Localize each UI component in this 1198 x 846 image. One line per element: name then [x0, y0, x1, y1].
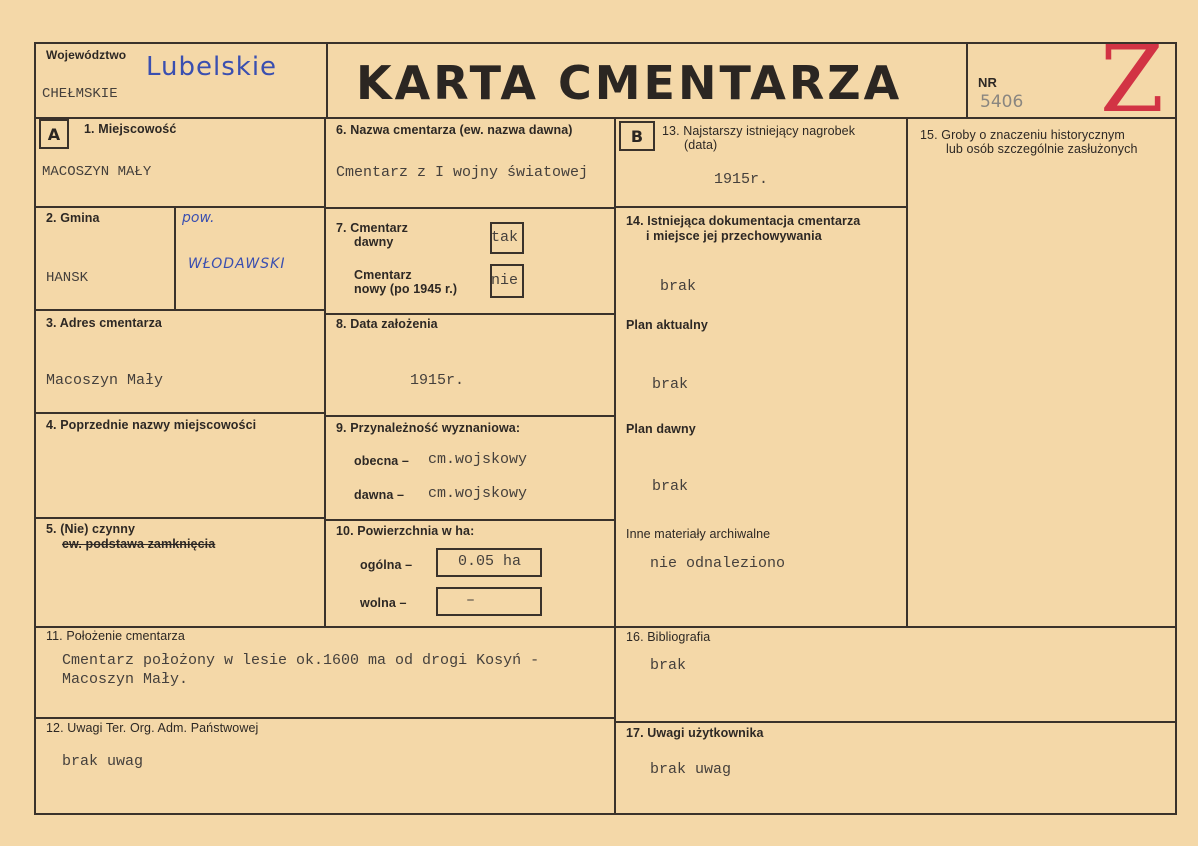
section-b-letter: B: [619, 121, 655, 151]
field-17-label: 17. Uwagi użytkownika: [626, 726, 764, 740]
field-8-value: 1915r.: [410, 372, 465, 389]
field-14-label: 14. Istniejąca dokumentacja cmentarza: [626, 214, 861, 228]
field-2-pow-value: WŁODAWSKI: [188, 256, 286, 272]
plan-aktualny-label: Plan aktualny: [626, 318, 708, 332]
field-14-sublabel: i miejsce jej przechowywania: [646, 229, 822, 243]
field-10-wolna-box: [436, 587, 542, 616]
field-7-nowy-value: nie: [491, 272, 519, 289]
wojewodztwo-label: Województwo: [46, 48, 127, 62]
field-5-label: 5. (Nie) czynny: [46, 522, 136, 536]
field-7-dawny-value: tak: [491, 229, 519, 246]
plan-dawny-label: Plan dawny: [626, 422, 696, 436]
field-2-value: HANSK: [46, 270, 89, 286]
field-13-sublabel: (data): [684, 138, 718, 152]
field-10-ogolna-label: ogólna –: [360, 558, 413, 572]
field-1-label: 1. Miejscowość: [84, 122, 177, 136]
field-1-value: MACOSZYN MAŁY: [42, 164, 152, 180]
field-10-ogolna-value: 0.05 ha: [458, 553, 522, 570]
category-mark: Z: [1100, 26, 1164, 133]
field-10-wolna-value: –: [466, 592, 476, 609]
field-12-label: 12. Uwagi Ter. Org. Adm. Państwowej: [46, 721, 259, 735]
field-7-nowy-sublabel: nowy (po 1945 r.): [354, 282, 458, 296]
field-7-nowy-label: Cmentarz: [354, 268, 412, 282]
field-7-dawny-sublabel: dawny: [354, 235, 394, 249]
field-3-value: Macoszyn Mały: [46, 372, 164, 389]
field-2-label: 2. Gmina: [46, 211, 100, 225]
nr-value: 5406: [980, 92, 1024, 112]
inne-materialy-label: Inne materiały archiwalne: [626, 527, 771, 541]
field-9-obecna-value: cm.wojskowy: [428, 451, 528, 468]
section-a-letter: A: [39, 119, 69, 149]
field-10-label: 10. Powierzchnia w ha:: [336, 524, 475, 538]
field-2-pow-label: pow.: [182, 210, 215, 226]
field-8-label: 8. Data założenia: [336, 317, 438, 331]
field-9-dawna-value: cm.wojskowy: [428, 485, 528, 502]
field-7-dawny-label: 7. Cmentarz: [336, 221, 408, 235]
field-11-label: 11. Położenie cmentarza: [46, 629, 185, 643]
wojewodztwo-typed: CHEŁMSKIE: [42, 86, 118, 102]
plan-aktualny-value: brak: [652, 376, 689, 393]
field-16-value: brak: [650, 657, 687, 674]
plan-dawny-value: brak: [652, 478, 689, 495]
field-10-wolna-label: wolna –: [360, 596, 407, 610]
field-4-label: 4. Poprzednie nazwy miejscowości: [46, 418, 257, 432]
field-6-value: Cmentarz z I wojny światowej: [336, 164, 589, 181]
field-15-label: 15. Groby o znaczeniu historycznym: [920, 128, 1125, 142]
field-17-value: brak uwag: [650, 761, 732, 778]
field-13-value: 1915r.: [714, 171, 769, 188]
inne-materialy-value: nie odnaleziono: [650, 555, 786, 572]
field-9-dawna-label: dawna –: [354, 488, 405, 502]
field-3-label: 3. Adres cmentarza: [46, 316, 162, 330]
field-9-label: 9. Przynależność wyznaniowa:: [336, 421, 521, 435]
wojewodztwo-stamp: Lubelskie: [146, 52, 278, 82]
field-5-sublabel: [62, 537, 215, 551]
field-11-value-line1: Cmentarz położony w lesie ok.1600 ma od drogi Kosyń -: [62, 652, 540, 669]
field-13-label: 13. Najstarszy istniejący nagrobek: [662, 124, 856, 138]
field-5-sublabel-text: ew. podstawa zamknięcia: [62, 537, 216, 551]
field-15-sublabel: lub osób szczególnie zasłużonych: [946, 142, 1138, 156]
field-11-value-line2: Macoszyn Mały.: [62, 671, 189, 688]
field-12-value: brak uwag: [62, 753, 144, 770]
field-6-label: 6. Nazwa cmentarza (ew. nazwa dawna): [336, 123, 573, 137]
nr-label: NR: [978, 75, 997, 90]
field-14-value: brak: [660, 278, 697, 295]
field-16-label: 16. Bibliografia: [626, 630, 711, 644]
page-title: KARTA CMENTARZA: [356, 56, 903, 110]
field-9-obecna-label: obecna –: [354, 454, 409, 468]
